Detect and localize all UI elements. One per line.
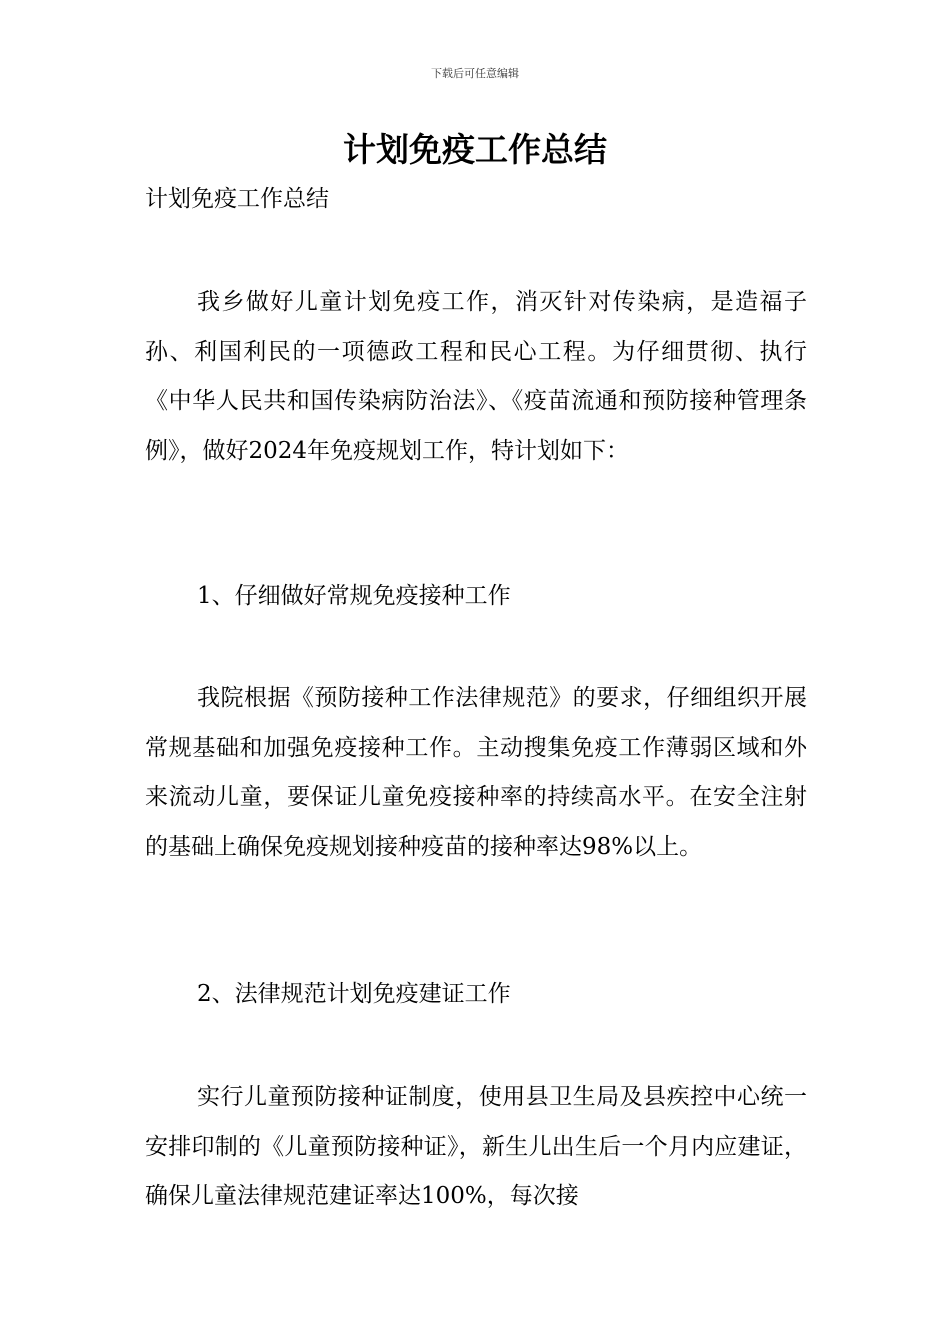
paragraph-vaccination-certificate: 实行儿童预防接种证制度，使用县卫生局及县疾控中心统一安排印制的《儿童预防接种证》，新生儿出生后一个月内应建证，确保儿童法律规范建证率达100%，每次接 <box>145 1084 807 1209</box>
header-note: 下载后可任意编辑 <box>431 67 519 80</box>
section-heading-2: 2、法律规范计划免疫建证工作 <box>197 981 511 1007</box>
document-title: 计划免疫工作总结 <box>343 130 607 169</box>
paragraph-intro: 我乡做好儿童计划免疫工作，消灭针对传染病，是造福子孙、利国利民的一项德政工程和民心工程。为仔细贯彻、执行《中华人民共和国传染病防治法》、《疫苗流通和预防接种管理条例》，做好2024年免疫规划工作，特计划如下： <box>145 289 807 464</box>
section-heading-1: 1、仔细做好常规免疫接种工作 <box>197 583 511 609</box>
paragraph-routine-immunization: 我院根据《预防接种工作法律规范》的要求，仔细组织开展常规基础和加强免疫接种工作。主动搜集免疫工作薄弱区域和外来流动儿童，要保证儿童免疫接种率的持续高水平。在安全注射的基础上确保免疫规划接种疫苗的接种率达98%以上。 <box>145 685 807 860</box>
document-subtitle: 计划免疫工作总结 <box>145 186 329 212</box>
